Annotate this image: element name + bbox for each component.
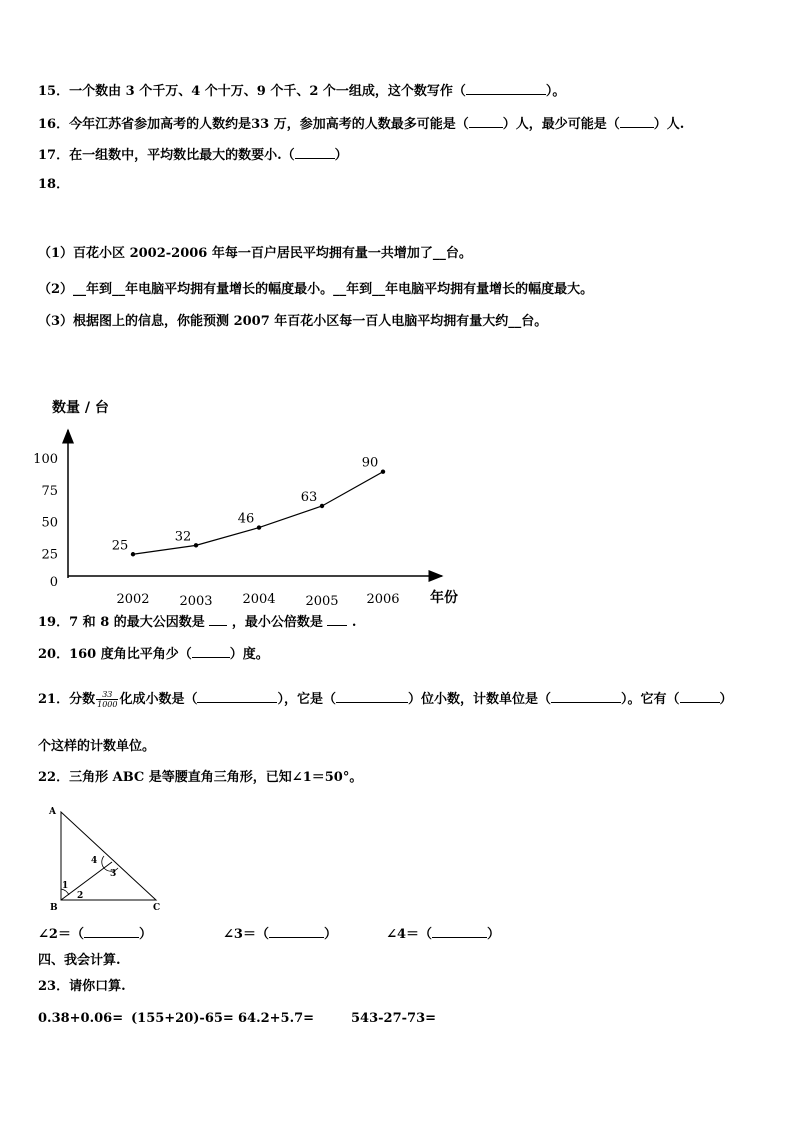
- question-23: 23．请你口算.: [38, 979, 126, 994]
- question-19: 19．7 和 8 的最大公因数是 ，最小公倍数是 .: [38, 615, 357, 630]
- y-tick-label: 50: [41, 515, 58, 531]
- angle-label-2: 2: [77, 891, 84, 901]
- answer-blank[interactable]: [327, 613, 347, 626]
- answer-blank[interactable]: [432, 925, 487, 938]
- section-heading: 四、我会计算.: [38, 953, 121, 968]
- angle-label-3: 3: [110, 869, 117, 879]
- math-item: 64.2+5.7=: [238, 1011, 315, 1026]
- x-tick-label: 2004: [242, 592, 276, 607]
- mental-math-items: [38, 1010, 436, 1028]
- data-point: [131, 552, 135, 556]
- math-item: 0.38+0.06=: [38, 1011, 124, 1026]
- y-axis-label: 数量 / 台: [52, 400, 109, 416]
- angle-label-1: 1: [62, 881, 69, 891]
- math-item: (155+20)-65=: [131, 1011, 234, 1026]
- data-point: [320, 504, 324, 508]
- data-label: 90: [361, 455, 379, 471]
- y-tick-label: 25: [41, 547, 58, 563]
- answer-blank[interactable]: [680, 690, 720, 703]
- answer-blank[interactable]: [197, 690, 277, 703]
- question-15: 15．一个数由 3 个千万、4 个十万、9 个千、2 个一组成，这个数写作（ ）。: [38, 84, 566, 99]
- answer-blank[interactable]: [469, 115, 503, 128]
- data-label: 46: [237, 511, 255, 527]
- data-point: [194, 543, 198, 547]
- question-17: 17．在一组数中，平均数比最大的数要小.（ ）: [38, 148, 348, 163]
- x-tick-label: 2003: [179, 594, 213, 609]
- answer-blank[interactable]: __: [73, 282, 87, 297]
- answer-blank[interactable]: [269, 925, 324, 938]
- vertex-label-c: C: [153, 903, 161, 913]
- triangle-abc: [61, 812, 156, 900]
- question-18-part-1: （1）百花小区 2002-2006 年每一百户居民平均拥有量一共增加了__台。: [38, 246, 472, 261]
- x-tick-label: 2006: [366, 592, 400, 607]
- answer-blank[interactable]: __: [432, 246, 446, 261]
- triangle-figure: [40, 800, 180, 920]
- answer-blank[interactable]: __: [508, 314, 522, 329]
- x-axis-label: 年份: [430, 590, 458, 606]
- answer-blank[interactable]: [620, 115, 654, 128]
- series-line: [133, 472, 383, 555]
- answer-blank[interactable]: __: [333, 282, 347, 297]
- answer-blank[interactable]: __: [372, 282, 386, 297]
- vertex-label-a: A: [49, 807, 56, 817]
- y-tick-label: 100: [33, 452, 58, 467]
- question-16: 16．今年江苏省参加高考的人数约是33 万，参加高考的人数最多可能是（ ）人，最少可能是（ ）人.: [38, 117, 685, 132]
- angle-answers: ∠2＝（ ） ∠3＝（ ） ∠4＝（ ）: [38, 927, 501, 942]
- y-tick-label: 0: [49, 575, 58, 590]
- answer-blank[interactable]: [551, 690, 621, 703]
- question-22: 22．三角形 ABC 是等腰直角三角形，已知∠1＝50°。: [38, 770, 363, 785]
- x-tick-label: 2005: [305, 594, 339, 609]
- vertex-label-b: B: [50, 903, 58, 913]
- question-18-part-2: （2）__年到__年电脑平均拥有量增长的幅度最小。__年到__年电脑平均拥有量增长的幅度最大。: [38, 282, 594, 297]
- y-tick-label: 75: [41, 483, 58, 499]
- question-21: 21．分数 $\frac{33}{1000}$ 化成小数是（ ），它是（ ）位小数，计数单位是（ ）。它有（ ）: [38, 690, 733, 709]
- data-label: 32: [174, 529, 192, 545]
- answer-blank[interactable]: [466, 82, 546, 95]
- question-21-continued: 个这样的计数单位。: [38, 739, 156, 754]
- answer-blank[interactable]: [209, 613, 227, 626]
- angle-label-4: 4: [91, 856, 98, 866]
- line-chart: [0, 390, 794, 620]
- answer-blank[interactable]: [336, 690, 408, 703]
- question-20: 20．160 度角比平角少（ ）度。: [38, 647, 269, 662]
- fraction: $\frac{33}{1000}$: [97, 690, 118, 709]
- x-tick-label: 2002: [116, 592, 150, 607]
- question-18-part-3: （3）根据图上的信息，你能预测 2007 年百花小区每一百人电脑平均拥有量大约__台。: [38, 314, 548, 329]
- data-label: 63: [300, 489, 318, 505]
- answer-blank[interactable]: [295, 146, 335, 159]
- data-point: [381, 470, 385, 474]
- data-label: 25: [111, 538, 129, 554]
- data-point: [257, 525, 261, 529]
- answer-blank[interactable]: [192, 645, 230, 658]
- question-18-number: 18．: [38, 177, 70, 192]
- answer-blank[interactable]: [84, 925, 139, 938]
- math-item: 543-27-73=: [351, 1011, 437, 1026]
- answer-blank[interactable]: __: [112, 282, 126, 297]
